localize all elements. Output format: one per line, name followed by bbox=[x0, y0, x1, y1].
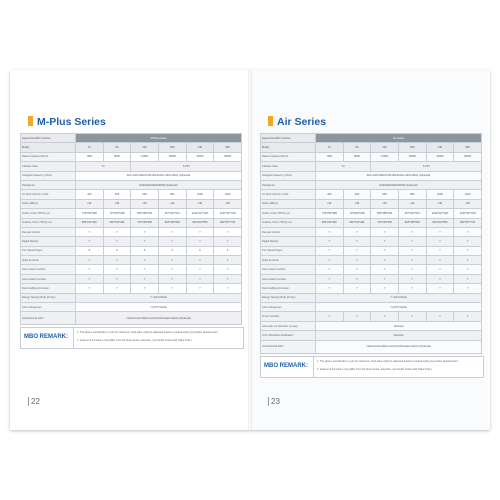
spec-value-cell: 890*357*705 bbox=[214, 218, 242, 227]
spec-value-cell: 30000 bbox=[214, 152, 242, 161]
spec-row bbox=[261, 312, 482, 321]
spec-label-cell: Auto Clean Function bbox=[21, 265, 76, 274]
spec-value-cell: ≤42 bbox=[398, 199, 426, 208]
spec-value-cell: 7000 bbox=[316, 152, 344, 161]
spec-value-cell: Y bbox=[454, 284, 482, 293]
spec-row bbox=[21, 152, 242, 161]
spec-value-cell: 24000 bbox=[186, 152, 214, 161]
spec-label-cell: Refrigerant bbox=[21, 180, 76, 189]
spec-value-cell: 1000 bbox=[186, 190, 214, 199]
spec-value-cell: Y bbox=[316, 284, 344, 293]
spec-value-cell: 1200 bbox=[214, 190, 242, 199]
spec-value-cell: 450 bbox=[103, 190, 131, 199]
spec-label-cell: Indoor Unit (L*W*H) mm bbox=[21, 209, 76, 218]
spec-value-cell: 715*250*188 bbox=[316, 209, 344, 218]
spec-value-cell: 660*240*482 bbox=[76, 218, 104, 227]
spec-value-cell: Y bbox=[103, 284, 131, 293]
spec-label-cell: Auto-restart Function bbox=[21, 274, 76, 283]
spec-value-cell: Air series bbox=[316, 134, 482, 143]
spec-value-cell: Y bbox=[316, 274, 344, 283]
spec-value-cell: Y bbox=[214, 227, 242, 236]
spec-row bbox=[261, 293, 482, 302]
spec-value-cell: Y bbox=[76, 237, 104, 246]
spec-row bbox=[21, 237, 242, 246]
spec-row bbox=[261, 162, 482, 171]
spec-value-cell: 7000 bbox=[76, 152, 104, 161]
spec-value-cell: Y AUTO Mode bbox=[316, 303, 482, 312]
spec-value-cell: Y bbox=[186, 237, 214, 246]
spec-value-cell: ≤36 bbox=[103, 199, 131, 208]
spec-row bbox=[21, 171, 242, 180]
spec-row bbox=[261, 237, 482, 246]
spec-value-cell: 1040*327*220 bbox=[426, 209, 454, 218]
remark-note: 1. The above specification is just for reference, final data might be adjusted based on actual testing & product development. bbox=[77, 331, 219, 334]
spec-label-cell: Air Flow Volume (m³/h) bbox=[21, 190, 76, 199]
spec-value-cell: 24K bbox=[186, 143, 214, 152]
spec-value-cell: ≤48 bbox=[214, 199, 242, 208]
spec-row bbox=[261, 303, 482, 312]
spec-value-cell: Optional bbox=[316, 331, 482, 340]
spec-value-cell: Y bbox=[426, 312, 454, 321]
spec-row bbox=[261, 199, 482, 208]
spec-value-cell: Y bbox=[398, 237, 426, 246]
spec-value-cell: 30K bbox=[214, 143, 242, 152]
spec-value-cell: Y bbox=[76, 256, 104, 265]
spec-label-cell: Quiet Function bbox=[261, 256, 316, 265]
spec-row bbox=[21, 218, 242, 227]
spec-value-cell: Y bbox=[371, 246, 399, 255]
spec-row bbox=[21, 227, 242, 236]
spec-value-cell: 1000 bbox=[426, 190, 454, 199]
remark-label: MBO REMARK: bbox=[24, 334, 68, 340]
spec-value-cell: Y bbox=[426, 246, 454, 255]
spec-value-cell: Y bbox=[103, 227, 131, 236]
spec-row bbox=[261, 152, 482, 161]
spec-value-cell: 5 bbox=[186, 246, 214, 255]
spec-label-cell: Auto-restart Function bbox=[261, 274, 316, 283]
spec-value-cell: 818*285*553 bbox=[398, 218, 426, 227]
spec-label-cell: Auto changeover bbox=[261, 303, 316, 312]
spec-label-cell: Indoor Unit (L*W*H) mm bbox=[261, 209, 316, 218]
spec-value-cell: ≤32 bbox=[76, 199, 104, 208]
spec-value-cell: Y bbox=[158, 227, 186, 236]
spec-value-cell: Y bbox=[454, 237, 482, 246]
spec-label-cell: Remote Control bbox=[21, 227, 76, 236]
spec-label-cell: Refrigerant bbox=[261, 180, 316, 189]
spec-label-cell: Noise (dB(A)) bbox=[21, 199, 76, 208]
spec-label-cell: Digital Display bbox=[261, 237, 316, 246]
spec-value-cell: 12K bbox=[131, 143, 159, 152]
spec-value-cell: Y bbox=[131, 256, 159, 265]
brochure-spread bbox=[10, 70, 490, 430]
spec-value-cell: 450 bbox=[343, 190, 371, 199]
spec-value-cell: Y bbox=[214, 237, 242, 246]
spec-value-cell: ≤42 bbox=[158, 199, 186, 208]
spec-value-cell: 9000 bbox=[343, 152, 371, 161]
spec-value-cell: 12000 bbox=[371, 152, 399, 161]
spec-value-cell: Y bbox=[426, 256, 454, 265]
spec-value-cell: T1 bbox=[316, 162, 371, 171]
spec-value-cell: Y bbox=[398, 227, 426, 236]
spec-value-cell: Y bbox=[186, 256, 214, 265]
spec-value-cell: Y AUTO Mode bbox=[76, 303, 242, 312]
spec-row bbox=[21, 293, 242, 302]
spec-value-cell: Y bbox=[398, 312, 426, 321]
spec-label-cell: Outdoor Unit (L*W*H) mm bbox=[261, 218, 316, 227]
spec-value-cell: Y bbox=[316, 265, 344, 274]
spec-value-cell: Y bbox=[371, 256, 399, 265]
spec-value-cell: T1/T3 bbox=[131, 162, 242, 171]
spec-value-cell: Y bbox=[76, 284, 104, 293]
spec-value-cell: Y bbox=[131, 274, 159, 283]
spec-value-cell: Y bbox=[214, 256, 242, 265]
spec-value-cell: 220~240V-50Hz/115V/60Hz/220~230V-60Hz (Optional) bbox=[316, 171, 482, 180]
spec-label-cell: UVC Ultraviolet sterilization bbox=[261, 331, 316, 340]
spec-row bbox=[261, 171, 482, 180]
spec-value-cell: Y bbox=[103, 256, 131, 265]
spec-label-cell: Timer Function bbox=[261, 312, 316, 321]
spec-value-cell: Y bbox=[103, 274, 131, 283]
spec-row bbox=[21, 303, 242, 312]
spec-row bbox=[261, 209, 482, 218]
spec-row bbox=[261, 246, 482, 255]
spec-value-cell: Y bbox=[343, 237, 371, 246]
spec-value-cell: Y bbox=[426, 265, 454, 274]
spec-row bbox=[261, 321, 482, 330]
spec-value-cell: ≤48 bbox=[454, 199, 482, 208]
spec-value-cell: Y bbox=[158, 256, 186, 265]
spec-value-cell: Y bbox=[158, 237, 186, 246]
spec-value-cell: R410A/R32/R22/R290 (Optional) bbox=[76, 180, 242, 189]
spec-value-cell: Y bbox=[398, 274, 426, 283]
spec-row bbox=[261, 274, 482, 283]
spec-value-cell: Y bbox=[316, 246, 344, 255]
spec-value-cell: Y bbox=[158, 274, 186, 283]
spec-value-cell: 802*322*555 bbox=[426, 218, 454, 227]
spec-label-cell: Remote Control bbox=[261, 227, 316, 236]
spec-value-cell: ≤32 bbox=[316, 199, 344, 208]
remark-note: 2. Feature & Functions may differ from the final version selection, pls double check with Sales Team. bbox=[77, 339, 193, 342]
spec-value-cell: Y bbox=[316, 227, 344, 236]
spec-label-cell: Dehumidifying Function bbox=[21, 284, 76, 293]
spec-value-cell: 715*260*540 bbox=[131, 218, 159, 227]
spec-value-cell: Y bbox=[131, 284, 159, 293]
spec-value-cell: Y bbox=[371, 237, 399, 246]
spec-row bbox=[21, 265, 242, 274]
spec-value-cell: 5 bbox=[131, 246, 159, 255]
spec-label-cell: Automatic Air Direction (4-way) bbox=[261, 321, 316, 330]
spec-value-cell: R410A/R32/R22/R290 (Optional) bbox=[316, 180, 482, 189]
spec-row bbox=[261, 340, 482, 353]
spec-label-cell: Noise (dB(A)) bbox=[261, 199, 316, 208]
spec-label-cell: Digital Display bbox=[21, 237, 76, 246]
spec-value-cell: 550 bbox=[371, 190, 399, 199]
spec-value-cell: 5 bbox=[214, 246, 242, 255]
remark-note: 1. The above specification is just for reference, final data might be adjusted based on actual testing & product development. bbox=[317, 360, 459, 363]
spec-value-cell: Y bbox=[343, 284, 371, 293]
spec-row bbox=[261, 256, 482, 265]
spec-value-cell: ≤39 bbox=[131, 199, 159, 208]
spec-value-cell: 5 bbox=[103, 246, 131, 255]
spec-value-cell: Y bbox=[426, 284, 454, 293]
spec-value-cell: Y bbox=[103, 237, 131, 246]
spec-row bbox=[21, 180, 242, 189]
spec-value-cell: Y bbox=[343, 265, 371, 274]
spec-row bbox=[21, 256, 242, 265]
spec-value-cell: Y bbox=[343, 246, 371, 255]
spec-label-cell: Anti-bacterial Filter bbox=[261, 340, 316, 353]
spec-value-cell: Y bbox=[371, 284, 399, 293]
spec-value-cell: Y bbox=[454, 256, 482, 265]
spec-row bbox=[261, 190, 482, 199]
page-title-text: M-Plus Series bbox=[37, 116, 106, 128]
spec-value-cell: Y bbox=[158, 284, 186, 293]
spec-value-cell: Y bbox=[186, 227, 214, 236]
spec-row bbox=[261, 180, 482, 189]
spec-value-cell: 1200 bbox=[454, 190, 482, 199]
spec-value-cell: multi-function/Silver ions/VC/Activated carbon (Optional) bbox=[76, 312, 242, 325]
spec-row bbox=[261, 284, 482, 293]
spec-value-cell: 18000 bbox=[398, 152, 426, 161]
title-accent-bar bbox=[268, 116, 273, 126]
remark-box bbox=[260, 356, 484, 378]
spec-value-cell: 800 bbox=[398, 190, 426, 199]
spec-value-cell: 400 bbox=[76, 190, 104, 199]
spec-value-cell: 9K bbox=[343, 143, 371, 152]
spec-value-cell: Y bbox=[454, 265, 482, 274]
spec-label-cell: Speed Fixed/DC Inverter bbox=[21, 134, 76, 143]
spec-value-cell: 9000 bbox=[103, 152, 131, 161]
spec-value-cell: 12K bbox=[371, 143, 399, 152]
spec-value-cell: Y bbox=[76, 274, 104, 283]
spec-value-cell: 1140*327*220 bbox=[214, 209, 242, 218]
spec-label-cell: Anti-bacterial Filter bbox=[21, 312, 76, 325]
spec-value-cell: ≤46 bbox=[186, 199, 214, 208]
spec-value-cell: Y bbox=[186, 274, 214, 283]
spec-value-cell: 802*322*555 bbox=[186, 218, 214, 227]
spec-value-cell: Y bbox=[371, 312, 399, 321]
spec-value-cell: Y bbox=[371, 274, 399, 283]
spec-value-cell: 957*302*213 bbox=[398, 209, 426, 218]
spec-value-cell: Y bbox=[426, 227, 454, 236]
page-fold bbox=[248, 70, 252, 430]
spec-value-cell: 7K bbox=[316, 143, 344, 152]
spec-value-cell: M-Plus series bbox=[76, 134, 242, 143]
spec-value-cell: Y bbox=[426, 274, 454, 283]
spec-label-cell: Voltage/Frequency (V/Hz) bbox=[261, 171, 316, 180]
spec-row bbox=[21, 190, 242, 199]
spec-value-cell: 7K bbox=[76, 143, 104, 152]
spec-value-cell: Y bbox=[371, 227, 399, 236]
spec-value-cell: Y bbox=[158, 265, 186, 274]
spec-value-cell: T1/T3 bbox=[371, 162, 482, 171]
remark-box bbox=[20, 327, 244, 349]
spec-row bbox=[261, 227, 482, 236]
spec-header-row bbox=[261, 134, 482, 143]
spec-value-cell: 890*357*705 bbox=[454, 218, 482, 227]
spec-label-cell: Climate Class bbox=[21, 162, 76, 171]
spec-value-cell: ≤39 bbox=[371, 199, 399, 208]
spec-label-cell: Rated Capacity (Btu/h) bbox=[21, 152, 76, 161]
spec-value-cell: 9K bbox=[103, 143, 131, 152]
spec-value-cell: Y bbox=[316, 256, 344, 265]
remark-divider bbox=[73, 328, 74, 348]
spec-model-row bbox=[261, 143, 482, 152]
spec-label-cell: Quiet Function bbox=[21, 256, 76, 265]
spec-value-cell: Y bbox=[426, 237, 454, 246]
spec-value-cell: Y bbox=[214, 274, 242, 283]
spec-label-cell: Speed Fixed/DC Inverter bbox=[261, 134, 316, 143]
spec-value-cell: Y bbox=[398, 256, 426, 265]
remark-note: 2. Feature & Functions may differ from the final version selection, pls double check with Sales Team. bbox=[317, 368, 433, 371]
spec-value-cell: Y bbox=[76, 227, 104, 236]
spec-table bbox=[260, 133, 482, 354]
spec-table bbox=[20, 133, 242, 325]
spec-value-cell: Y bbox=[131, 237, 159, 246]
spec-row bbox=[21, 199, 242, 208]
spec-value-cell: T1 bbox=[76, 162, 131, 171]
spec-value-cell: 24K bbox=[426, 143, 454, 152]
spec-value-cell: Y bbox=[214, 265, 242, 274]
spec-value-cell: Y / ECO Mode bbox=[76, 293, 242, 302]
spec-value-cell: 24000 bbox=[426, 152, 454, 161]
spec-value-cell: Y bbox=[398, 265, 426, 274]
spec-value-cell: Y bbox=[131, 227, 159, 236]
spec-row bbox=[261, 331, 482, 340]
spec-label-cell: Energy Saving Mode (Fuzzy) bbox=[21, 293, 76, 302]
spec-value-cell: 5 bbox=[76, 246, 104, 255]
spec-label-cell: Outdoor Unit (L*W*H) mm bbox=[21, 218, 76, 227]
spec-value-cell: Y bbox=[398, 246, 426, 255]
spec-row bbox=[261, 218, 482, 227]
spec-value-cell: Y bbox=[316, 237, 344, 246]
spec-header-row bbox=[21, 134, 242, 143]
spec-value-cell: Y bbox=[454, 274, 482, 283]
spec-label-cell: Climate Class bbox=[261, 162, 316, 171]
spec-value-cell: 715*250*188 bbox=[343, 209, 371, 218]
spec-value-cell: Y bbox=[343, 256, 371, 265]
spec-value-cell: Y bbox=[343, 274, 371, 283]
page-number: 23 bbox=[271, 397, 280, 406]
spec-value-cell: 1140*327*220 bbox=[454, 209, 482, 218]
spec-row bbox=[21, 162, 242, 171]
spec-model-row bbox=[21, 143, 242, 152]
spec-label-cell: Dehumidifying Function bbox=[261, 284, 316, 293]
page-right bbox=[250, 70, 490, 430]
spec-value-cell: Y bbox=[454, 227, 482, 236]
spec-value-cell: 715*250*188 bbox=[76, 209, 104, 218]
spec-value-cell: Y bbox=[186, 265, 214, 274]
spec-value-cell: Y bbox=[454, 312, 482, 321]
spec-label-cell: Air Flow Volume (m³/h) bbox=[261, 190, 316, 199]
spec-row bbox=[21, 246, 242, 255]
spec-label-cell: Voltage/Frequency (V/Hz) bbox=[21, 171, 76, 180]
page-title-text: Air Series bbox=[277, 116, 327, 128]
spec-value-cell: Y / ECO Mode bbox=[316, 293, 482, 302]
spec-row bbox=[261, 265, 482, 274]
spec-value-cell: 660*240*482 bbox=[343, 218, 371, 227]
spec-value-cell: ≤46 bbox=[426, 199, 454, 208]
spec-value-cell: 660*240*482 bbox=[103, 218, 131, 227]
spec-value-cell: 220~240V-50Hz/115V/60Hz/220~230V-60Hz (Optional) bbox=[76, 171, 242, 180]
spec-label-cell: Fan Speed Steps bbox=[21, 246, 76, 255]
spec-value-cell: 18000 bbox=[158, 152, 186, 161]
spec-value-cell: Y bbox=[131, 265, 159, 274]
spec-label-cell: Model bbox=[261, 143, 316, 152]
spec-value-cell: multi-function/Silver ions/VC/Activated carbon (Optional) bbox=[316, 340, 482, 353]
remark-label: MBO REMARK: bbox=[264, 363, 308, 369]
spec-value-cell: Y bbox=[316, 312, 344, 321]
spec-label-cell: Rated Capacity (Btu/h) bbox=[261, 152, 316, 161]
spec-value-cell: 18K bbox=[158, 143, 186, 152]
spec-value-cell: 957*302*213 bbox=[158, 209, 186, 218]
spec-label-cell: Model bbox=[21, 143, 76, 152]
spec-label-cell: Fan Speed Steps bbox=[261, 246, 316, 255]
spec-value-cell: Y bbox=[186, 284, 214, 293]
remark-divider bbox=[313, 357, 314, 377]
spec-value-cell: Y bbox=[398, 284, 426, 293]
spec-value-cell: Y bbox=[76, 265, 104, 274]
page-title bbox=[268, 116, 326, 128]
spec-row bbox=[21, 312, 242, 325]
spec-value-cell: 715*260*540 bbox=[371, 218, 399, 227]
spec-row bbox=[21, 284, 242, 293]
page-number: 22 bbox=[31, 397, 40, 406]
spec-value-cell: 550 bbox=[131, 190, 159, 199]
spec-value-cell: 12000 bbox=[131, 152, 159, 161]
spec-value-cell: Y bbox=[214, 284, 242, 293]
spec-value-cell: ≤36 bbox=[343, 199, 371, 208]
title-accent-bar bbox=[28, 116, 33, 126]
spec-value-cell: 30000 bbox=[454, 152, 482, 161]
spec-value-cell: 400 bbox=[316, 190, 344, 199]
spec-value-cell: 818*285*553 bbox=[158, 218, 186, 227]
spec-label-cell: Auto changeover bbox=[21, 303, 76, 312]
spec-value-cell: 1040*327*220 bbox=[186, 209, 214, 218]
spec-value-cell: 800 bbox=[158, 190, 186, 199]
spec-label-cell: Auto Clean Function bbox=[261, 265, 316, 274]
spec-row bbox=[21, 274, 242, 283]
page-title bbox=[28, 116, 106, 128]
spec-label-cell: Energy Saving Mode (Fuzzy) bbox=[261, 293, 316, 302]
page-left bbox=[10, 70, 250, 430]
spec-value-cell: 715*250*188 bbox=[103, 209, 131, 218]
spec-value-cell: Y bbox=[371, 265, 399, 274]
spec-row bbox=[21, 209, 242, 218]
spec-value-cell: 805*285*194 bbox=[131, 209, 159, 218]
spec-value-cell: Y bbox=[343, 227, 371, 236]
spec-value-cell: Optional bbox=[316, 321, 482, 330]
spec-value-cell: Y bbox=[343, 312, 371, 321]
spec-value-cell: 5 bbox=[158, 246, 186, 255]
spec-value-cell: 805*285*194 bbox=[371, 209, 399, 218]
spec-value-cell: 18K bbox=[398, 143, 426, 152]
spec-value-cell: 30K bbox=[454, 143, 482, 152]
spec-value-cell: Y bbox=[454, 246, 482, 255]
spec-value-cell: 660*240*482 bbox=[316, 218, 344, 227]
spec-value-cell: Y bbox=[103, 265, 131, 274]
